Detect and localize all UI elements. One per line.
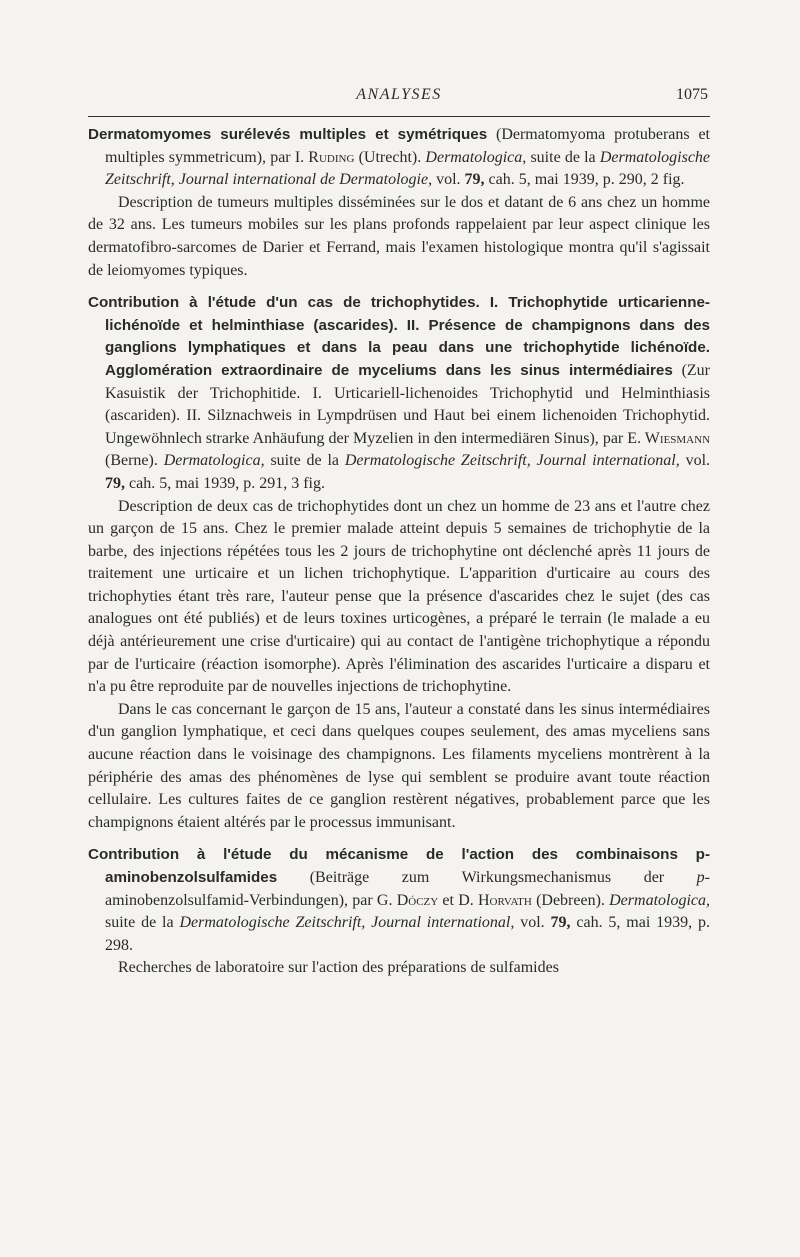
journal-full: Dermatologische Zeitschrift, Journal international de Dermatologie, [105,148,711,189]
volume-label: vol. [520,914,545,932]
author: E. Wiesmann [627,429,711,447]
affiliation: (Berne). [105,452,158,470]
issue: cah. 5, mai 1939, p. 298. [105,914,711,954]
original-title: (Beiträge zum Wirkungsmechanismus der [309,869,665,886]
abstract-paragraph: Description de tumeurs multiples disséminées sur le dos et datant de 6 ans chez un homme de 32 ans. Les tumeurs mobiles sur les plans profonds rappelaient par leur aspect clinique les dermatofibro-sarcomes de Darier et Ferrand, mais l'examen histologique montra qu'il s'agissait de leiomyomes typiques. [88,193,710,279]
entry-title: Dermatomyomes surélevés multiples et symétriques [88,126,488,143]
issue: cah. 5, mai 1939, p. 290, 2 fig. [488,171,685,189]
abstract-paragraph: Dans le cas concernant le garçon de 15 ans, l'auteur a constaté dans les sinus intermédiaires d'un ganglion lymphatique, et ceci dans quelques coupes seulement, des amas myceliens sans aucune réaction dans le voisinage des champignons. Les filaments myceliens montrèrent à la périphérie des amas des phénomènes de lyse qui semblent se produire avant toute réaction cellulaire. Les cultures faites de ce ganglion restèrent négatives, probablement parce que les champignons étaient altérés par le processus immunisant. [88,700,710,831]
volume: 79, [464,171,485,189]
original-title: (Dermatomyoma protuberans et multiples symmetricum), par [105,126,711,166]
suite-text: suite de la [270,452,340,470]
volume: 79, [550,914,571,932]
journal-name: Dermatologica, [163,452,265,470]
entry-heading [88,292,710,495]
original-title-cont: aminobenzolsulfamid-Verbindungen), par [105,891,373,909]
running-title: ANALYSES [356,86,442,103]
abstract-entry [88,292,710,834]
suite-text: suite de la [530,148,596,166]
conjunction: et [442,891,454,909]
running-head [88,82,710,106]
entry-title: Contribution à l'étude du mécanisme de l'action des combinaisons p-aminobenzolsulfamides [88,846,710,886]
header-rule [88,116,710,117]
author-2: D. Horvath [458,891,532,909]
affiliation: (Utrecht). [358,148,422,166]
volume-label: vol. [436,171,461,189]
entry-heading [88,844,710,957]
journal-full: Dermatologische Zeitschrift, Journal international, [179,914,515,932]
volume-label: vol. [685,452,711,470]
abstract-paragraph: Recherches de laboratoire sur l'action des préparations de sulfamides [118,959,559,977]
abstract-entry [88,124,710,282]
issue: cah. 5, mai 1939, p. 291, 3 fig. [129,474,325,492]
article-body [88,124,710,990]
suite-text: suite de la [105,914,174,932]
journal-full: Dermatologische Zeitschrift, Journal international, [344,452,680,470]
abstract-entry [88,844,710,980]
entry-heading [88,124,710,192]
journal-name: Dermatologica, [609,891,710,909]
affiliation: (Debreen). [536,891,605,909]
page-number: 1075 [676,86,708,103]
author: G. Dóczy [376,891,439,909]
author: I. Ruding [294,148,355,166]
entry-title: Contribution à l'étude d'un cas de trichophytides. I. Trichophytide urticarienne-lichénoïde et helminthiase (ascarides). II. Présence de champignons dans des ganglions lymphatiques et dans la peau dans une trichophytide lichénoïde. Agglomération extraordinaire de myceliums dans les sinus intermédiaires [88,294,710,379]
para-prefix: p- [696,869,710,886]
journal-name: Dermatologica, [425,148,527,166]
abstract-paragraph: Description de deux cas de trichophytides dont un chez un homme de 23 ans et l'autre chez un garçon de 15 ans. Chez le premier malade atteint depuis 5 semaines de trichophytie de la barbe, des injections répétées tous les 2 jours de trichophytine ont déclenché après 11 jours de traitement une urticaire et un lichen trichophytique. L'apparition d'urticaire au cours des trichophyties étant très rare, l'auteur pense que la présence d'ascarides chez le sujet (des cas analogues ont été publiés) et de leurs toxines urticogènes, a préparé le terrain (le malade a eu déjà antérieurement une crise d'urticaire) qui au contact de l'antigène trichophytique a répondu par de l'urticaire (réaction isomorphe). Après l'élimination des ascarides l'urticaire a disparu et n'a pu être reproduite par de nouvelles injections de trichophytine. [88,497,710,696]
original-title: (Zur Kasuistik der Trichophitide. I. Urticariell-lichenoides Trichophytid und Helminthiasis (ascariden). II. Silznachweis in Lympdrüsen und Haut bei einem lichenoiden Trichophytid. Ungewöhnlech strarke Anhäufung der Myzelien in den intermediären Sinus), par [105,361,711,447]
volume: 79, [105,474,125,492]
